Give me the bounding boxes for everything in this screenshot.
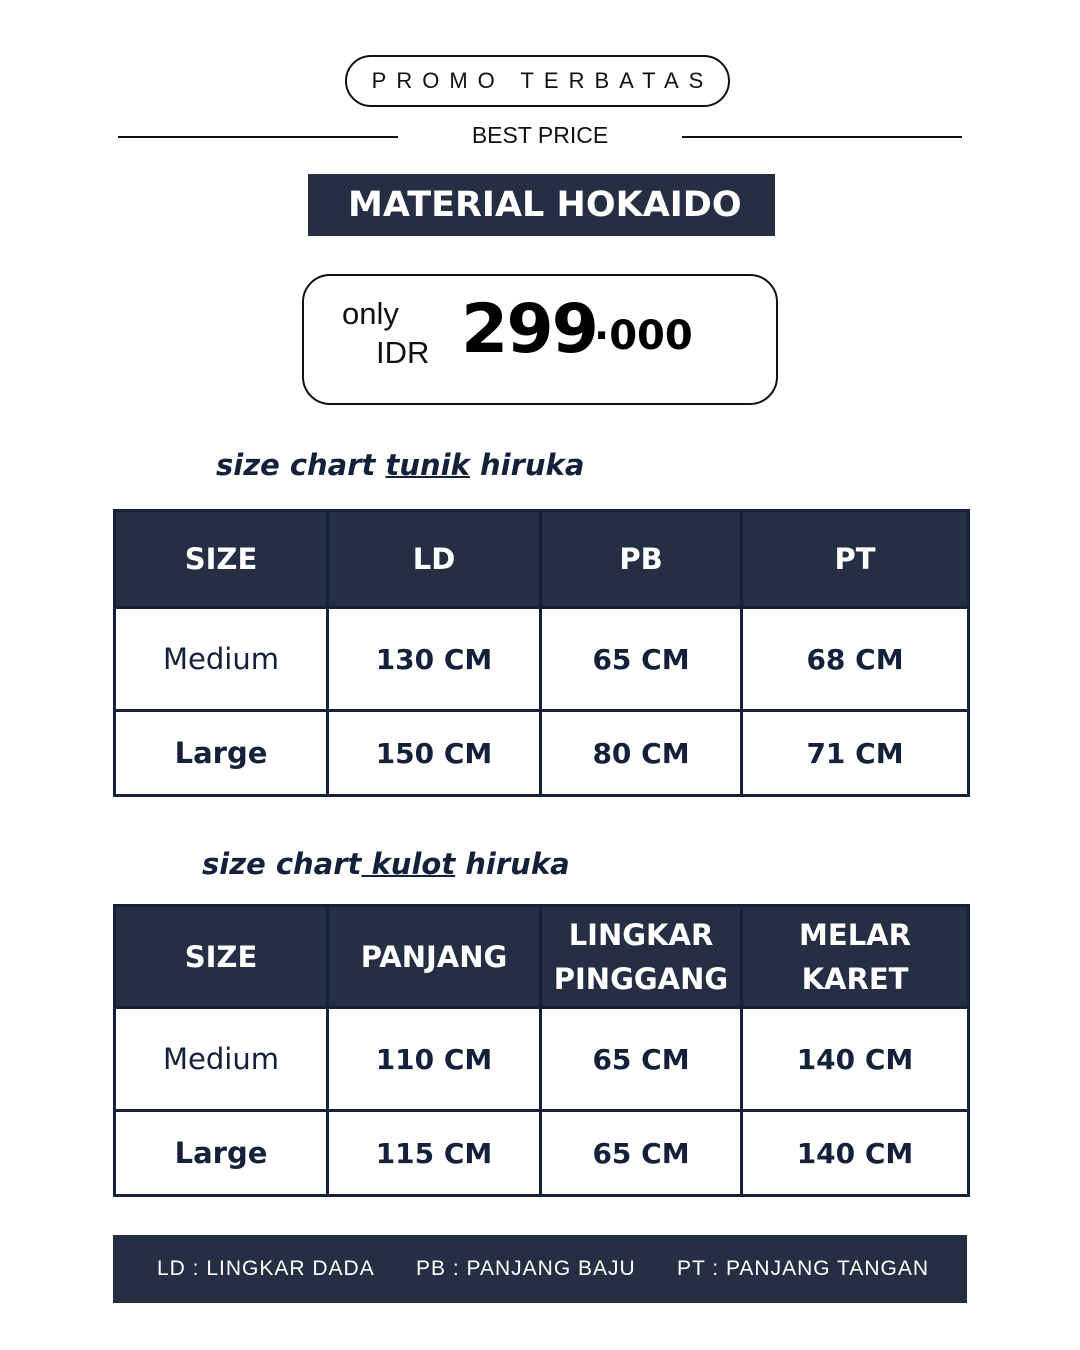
tunik-title-pre: size chart [216,448,386,482]
legend-item-pt: PT : PANJANG TANGAN [677,1257,929,1280]
kulot-size-table [113,904,970,1197]
best-price-label: BEST PRICE [471,122,609,148]
value-cell: 71 CM [742,711,969,796]
header-cell: PB [541,511,742,608]
size-cell: Large [115,1111,328,1196]
price-box [302,274,778,405]
value-cell: 65 CM [541,1111,742,1196]
table-row [115,1008,969,1111]
tunik-chart-title [216,448,584,482]
material-title: MATERIAL HOKAIDO [348,185,742,225]
promo-label: PROMO TERBATAS [371,68,714,93]
tunik-title-post: hiruka [469,448,585,482]
value-cell: 110 CM [328,1008,541,1111]
header-cell: SIZE [115,511,328,608]
divider-left [118,136,398,138]
table-row [115,711,969,796]
price-suffix: ·000 [594,313,693,359]
size-cell: Large [115,711,328,796]
value-cell: 150 CM [328,711,541,796]
header-cell: LD [328,511,541,608]
value-cell: 140 CM [742,1111,969,1196]
kulot-title-post: hiruka [455,847,570,881]
legend-item-ld: LD : LINGKAR DADA [157,1257,375,1280]
price-main: 299 [461,290,597,369]
legend-item-pb: PB : PANJANG BAJU [416,1257,636,1280]
tunik-size-table [113,509,970,797]
size-cell: Medium [115,1008,328,1111]
value-cell: 115 CM [328,1111,541,1196]
legend-bar [113,1235,967,1303]
value-cell: 140 CM [742,1008,969,1111]
table-row [115,608,969,711]
kulot-chart-title [202,847,570,881]
header-cell: LINGKAR PINGGANG [541,906,742,1008]
tunik-title-underlined: tunik [385,448,470,482]
table-header-row [115,511,969,608]
value-cell: 68 CM [742,608,969,711]
table-row [115,1111,969,1196]
price-currency: IDR [376,335,430,370]
size-cell: Medium [115,608,328,711]
header-cell: PT [742,511,969,608]
price-prefix: only [342,296,399,331]
value-cell: 65 CM [541,1008,742,1111]
value-cell: 130 CM [328,608,541,711]
value-cell: 65 CM [541,608,742,711]
divider-right [682,136,962,138]
header-cell: MELAR KARET [742,906,969,1008]
material-banner [308,174,775,236]
kulot-title-pre: size chart [202,847,362,881]
value-cell: 80 CM [541,711,742,796]
header-cell: PANJANG [328,906,541,1008]
header-cell: SIZE [115,906,328,1008]
table-header-row [115,906,969,1008]
kulot-title-underlined: kulot [361,847,456,881]
promo-badge [345,55,730,107]
